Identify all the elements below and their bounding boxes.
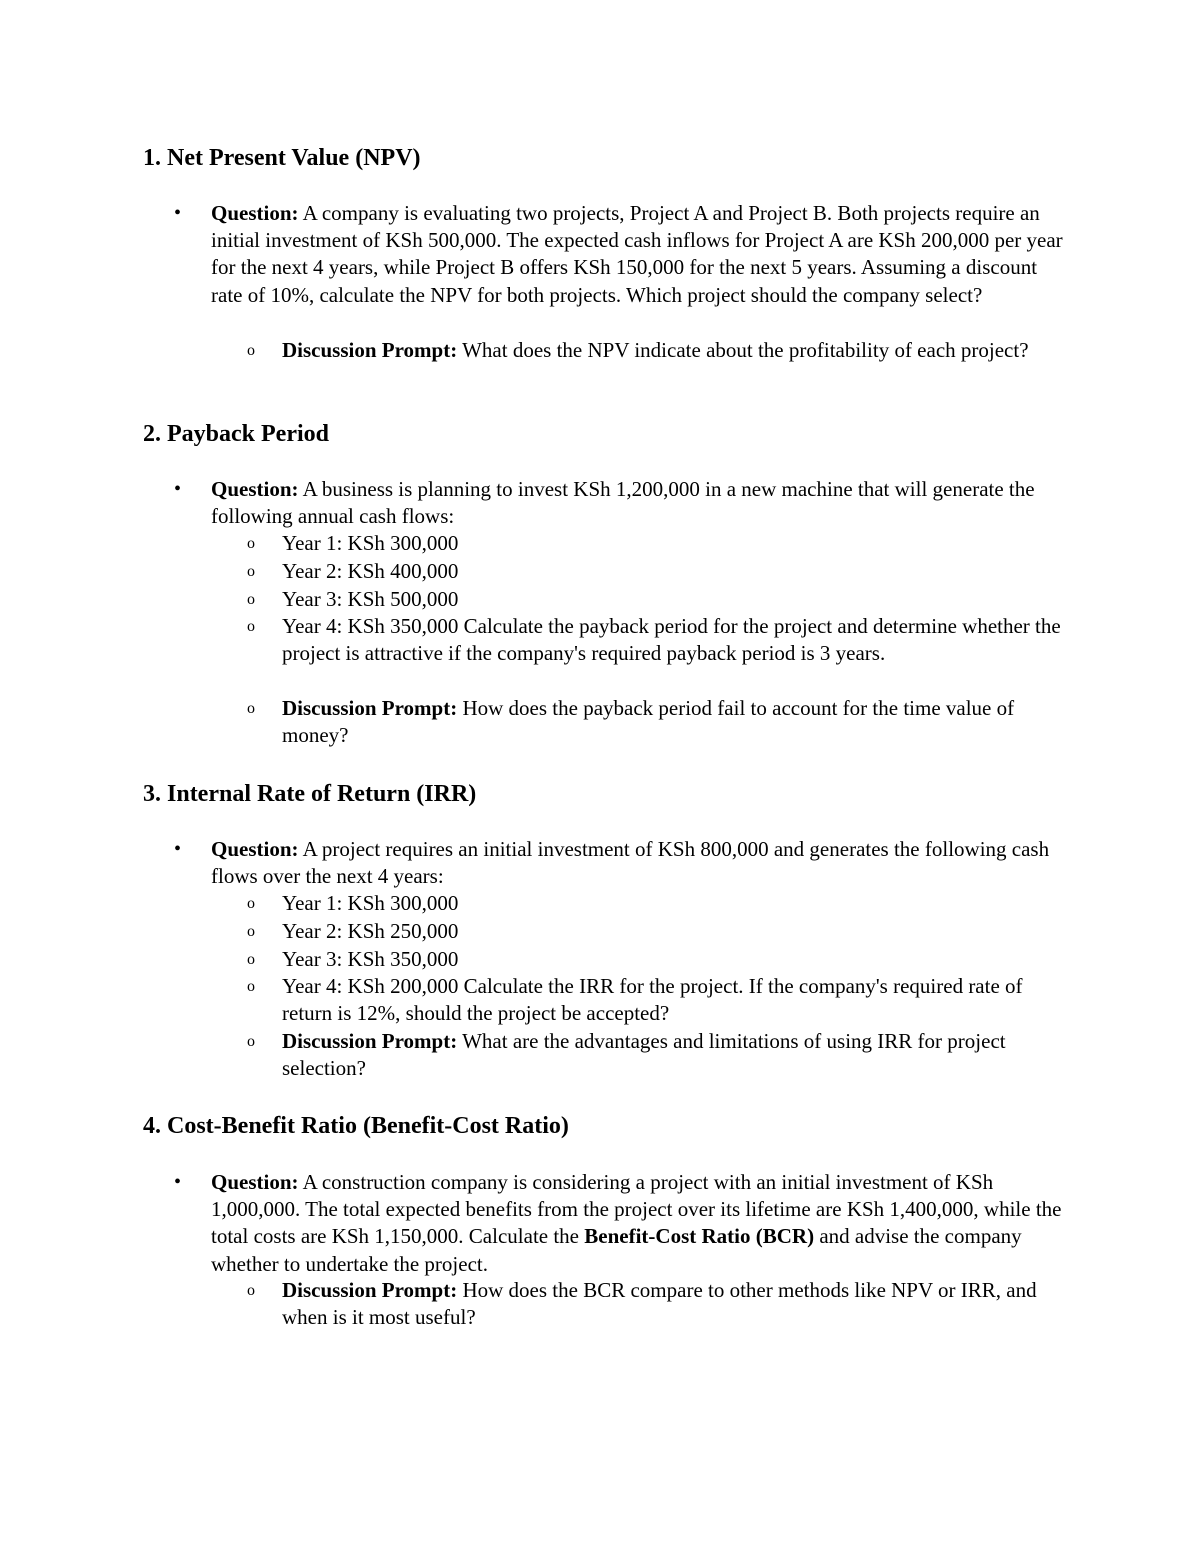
bullet-icon: • xyxy=(174,478,182,500)
circle-bullet-icon: o xyxy=(247,1033,255,1050)
list-item: Year 2: KSh 250,000 xyxy=(282,919,459,943)
question-label: Question: xyxy=(211,477,299,501)
circle-bullet-icon: o xyxy=(247,591,255,608)
section-3-question xyxy=(211,836,1071,890)
circle-bullet-icon: o xyxy=(247,923,255,940)
section-4-title: 4. Cost-Benefit Ratio (Benefit-Cost Ratio) xyxy=(143,1113,569,1139)
discussion-label: Discussion Prompt: xyxy=(282,1029,458,1053)
circle-bullet-icon: o xyxy=(247,342,255,359)
question-label: Question: xyxy=(211,1170,299,1194)
bullet-icon: • xyxy=(174,838,182,860)
list-item: Year 2: KSh 400,000 xyxy=(282,559,459,583)
section-1-title: 1. Net Present Value (NPV) xyxy=(143,145,421,171)
list-item: Year 4: KSh 350,000 Calculate the payback period for the project and determine whether the project is attractive if the company's required payback period is 3 years. xyxy=(282,614,1061,666)
section-1-question xyxy=(211,200,1071,309)
question-text: A project requires an initial investment of KSh 800,000 and generates the following cash flows over the next 4 years: xyxy=(211,837,1050,889)
section-3-title: 3. Internal Rate of Return (IRR) xyxy=(143,781,477,807)
discussion-label: Discussion Prompt: xyxy=(282,1278,458,1302)
circle-bullet-icon: o xyxy=(247,895,255,912)
discussion-text: How does the BCR compare to other methods like NPV or IRR, and when is it most useful? xyxy=(282,1278,1037,1330)
list-item: Year 3: KSh 350,000 xyxy=(282,947,459,971)
circle-bullet-icon: o xyxy=(247,535,255,552)
question-text: A company is evaluating two projects, Project A and Project B. Both projects require an initial investment of KSh 500,000. The expected cash inflows for Project A are KSh 200,000 per year for the next 4 years, while Project B offers KSh 150,000 for the next 5 years. Assuming a discount rate of 10%, calculate the NPV for both projects. Which project should the company select? xyxy=(211,201,1063,307)
circle-bullet-icon: o xyxy=(247,700,255,717)
list-item: Year 4: KSh 200,000 Calculate the IRR for the project. If the company's required rate of return is 12%, should the project be accepted? xyxy=(282,974,1023,1026)
question-label: Question: xyxy=(211,837,299,861)
discussion-label: Discussion Prompt: xyxy=(282,696,458,720)
section-2-discussion xyxy=(282,695,1072,749)
circle-bullet-icon: o xyxy=(247,978,255,995)
bullet-icon: • xyxy=(174,202,182,224)
list-item: Year 3: KSh 500,000 xyxy=(282,587,459,611)
list-item: Year 1: KSh 300,000 xyxy=(282,891,459,915)
circle-bullet-icon: o xyxy=(247,951,255,968)
discussion-text: How does the payback period fail to account for the time value of money? xyxy=(282,696,1015,748)
circle-bullet-icon: o xyxy=(247,563,255,580)
question-label: Question: xyxy=(211,201,299,225)
bcr-term: Benefit-Cost Ratio (BCR) xyxy=(584,1224,815,1249)
circle-bullet-icon: o xyxy=(247,618,255,635)
section-4-question xyxy=(211,1169,1071,1278)
question-text: A construction company is considering a project with an initial investment of KSh 1,000,000. The total expected benefits from the project over its lifetime are KSh 1,400,000, while the total costs are KSh 1,150,000. Calculate the xyxy=(211,1170,1062,1249)
discussion-label: Discussion Prompt: xyxy=(282,338,458,362)
section-2-question xyxy=(211,476,1071,530)
bullet-icon: • xyxy=(174,1171,182,1193)
circle-bullet-icon: o xyxy=(247,1282,255,1299)
discussion-text: What does the NPV indicate about the profitability of each project? xyxy=(462,338,1029,362)
list-item: Year 1: KSh 300,000 xyxy=(282,531,459,555)
question-text-end: and advise the company whether to undertake the project. xyxy=(211,1224,1022,1276)
section-3-discussion xyxy=(282,1028,1072,1082)
section-2-title: 2. Payback Period xyxy=(143,421,329,447)
section-1-discussion xyxy=(282,337,1072,364)
section-4-discussion xyxy=(282,1277,1072,1331)
discussion-text: What are the advantages and limitations of using IRR for project selection? xyxy=(282,1029,1006,1081)
question-text: A business is planning to invest KSh 1,200,000 in a new machine that will generate the following annual cash flows: xyxy=(211,477,1035,529)
